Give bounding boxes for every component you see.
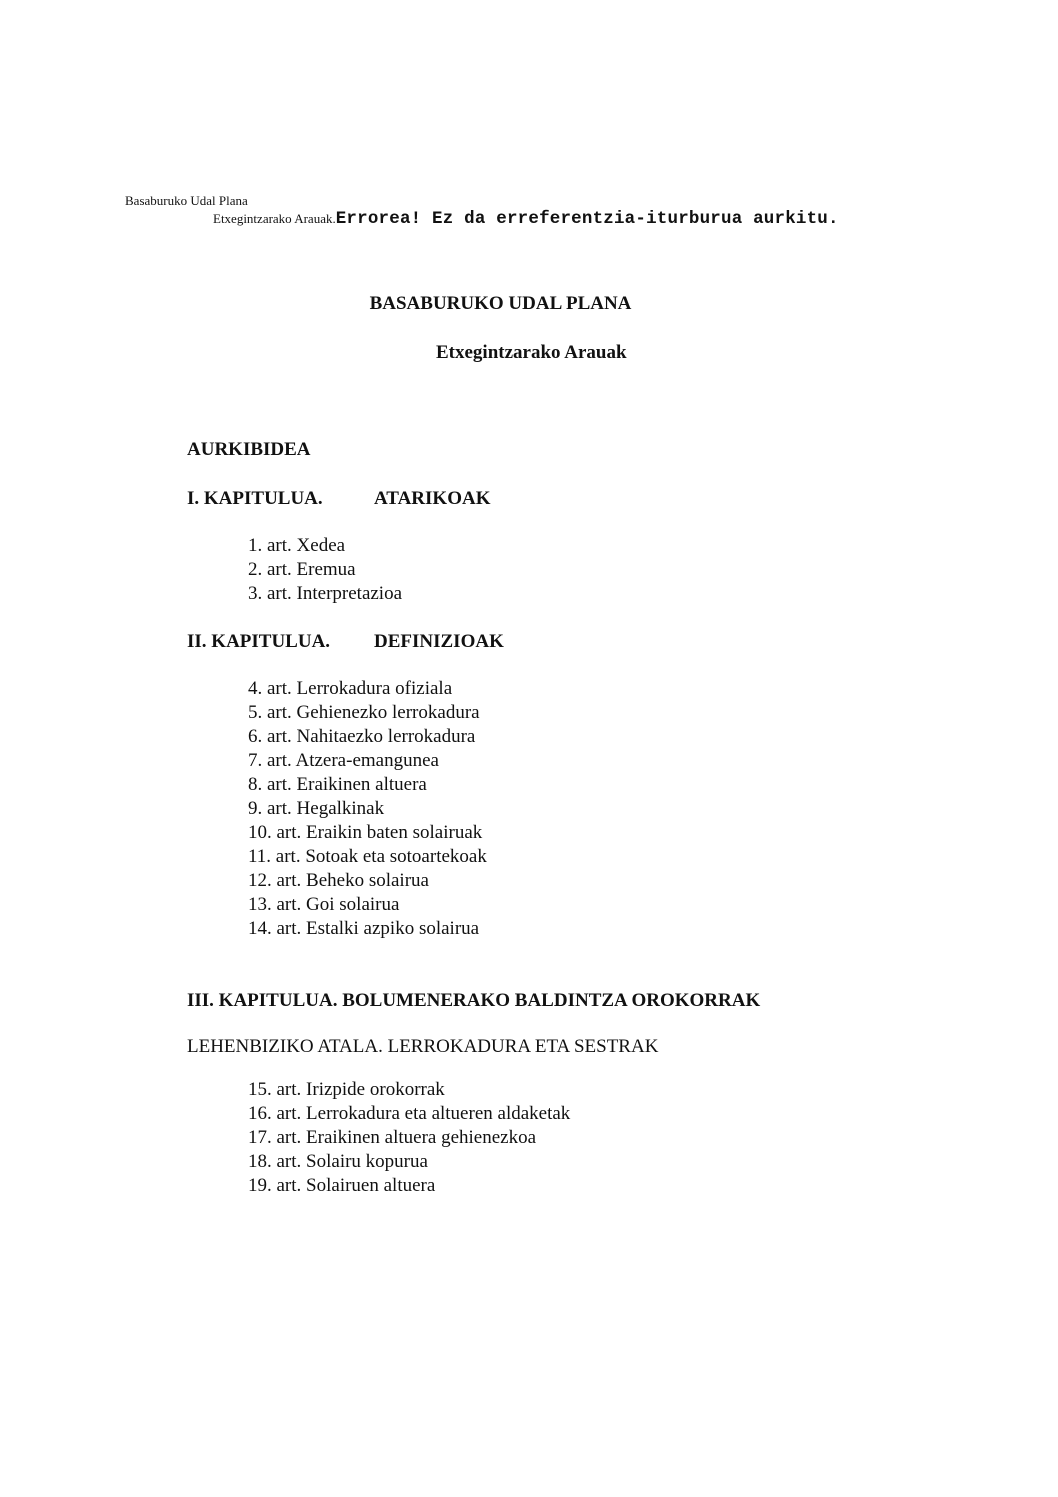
chapter-3-heading: III. KAPITULUA. BOLUMENERAKO BALDINTZA OROKORRAK: [187, 990, 761, 1011]
chapter-number: II. KAPITULUA.: [187, 631, 331, 652]
header-document-name: Basaburuko Udal Plana: [125, 193, 248, 208]
header-reference-error: Errorea! Ez da erreferentzia-iturburua aurkitu.: [335, 209, 839, 229]
chapter-3-articles: [187, 1078, 947, 1198]
page-header: [125, 193, 839, 229]
chapter-1-articles: [187, 534, 947, 606]
toc-article-9: 9. art. Hegalkinak: [248, 798, 385, 819]
toc-article-1: 1. art. Xedea: [248, 535, 346, 556]
header-reference-line: [213, 209, 839, 229]
chapter-2-heading: [187, 628, 947, 656]
toc-article-3: 3. art. Interpretazioa: [248, 583, 403, 604]
toc-article-10: 10. art. Eraikin baten solairuak: [248, 822, 483, 843]
toc-article-7: 7. art. Atzera-emangunea: [248, 750, 439, 771]
document-title: BASABURUKO UDAL PLANA: [369, 293, 632, 314]
table-of-contents: [187, 436, 947, 1198]
section-heading: LEHENBIZIKO ATALA. LERROKADURA ETA SESTRAK: [187, 1036, 659, 1057]
toc-article-13: 13. art. Goi solairua: [248, 894, 400, 915]
chapter-name: DEFINIZIOAK: [374, 631, 504, 652]
chapter-2-articles: [187, 677, 947, 941]
toc-article-12: 12. art. Beheko solairua: [248, 870, 429, 891]
toc-heading: AURKIBIDEA: [187, 439, 311, 460]
toc-article-11: 11. art. Sotoak eta sotoartekoak: [248, 846, 487, 867]
toc-article-15: 15. art. Irizpide orokorrak: [248, 1079, 445, 1100]
toc-article-16: 16. art. Lerrokadura eta altueren aldaketak: [248, 1103, 571, 1124]
header-section-name: Etxegintzarako Arauak.: [213, 211, 336, 226]
toc-article-19: 19. art. Solairuen altuera: [248, 1175, 436, 1196]
document-subtitle: Etxegintzarako Arauak: [436, 342, 627, 363]
toc-article-6: 6. art. Nahitaezko lerrokadura: [248, 726, 476, 747]
chapter-1-heading: [187, 485, 947, 513]
toc-article-14: 14. art. Estalki azpiko solairua: [248, 918, 480, 939]
toc-article-18: 18. art. Solairu kopurua: [248, 1151, 428, 1172]
chapter-name: ATARIKOAK: [374, 488, 491, 509]
toc-article-17: 17. art. Eraikinen altuera gehienezkoa: [248, 1127, 537, 1148]
toc-article-5: 5. art. Gehienezko lerrokadura: [248, 702, 480, 723]
toc-article-2: 2. art. Eremua: [248, 559, 356, 580]
toc-article-4: 4. art. Lerrokadura ofiziala: [248, 678, 453, 699]
toc-article-8: 8. art. Eraikinen altuera: [248, 774, 427, 795]
chapter-number: I. KAPITULUA.: [187, 488, 323, 509]
